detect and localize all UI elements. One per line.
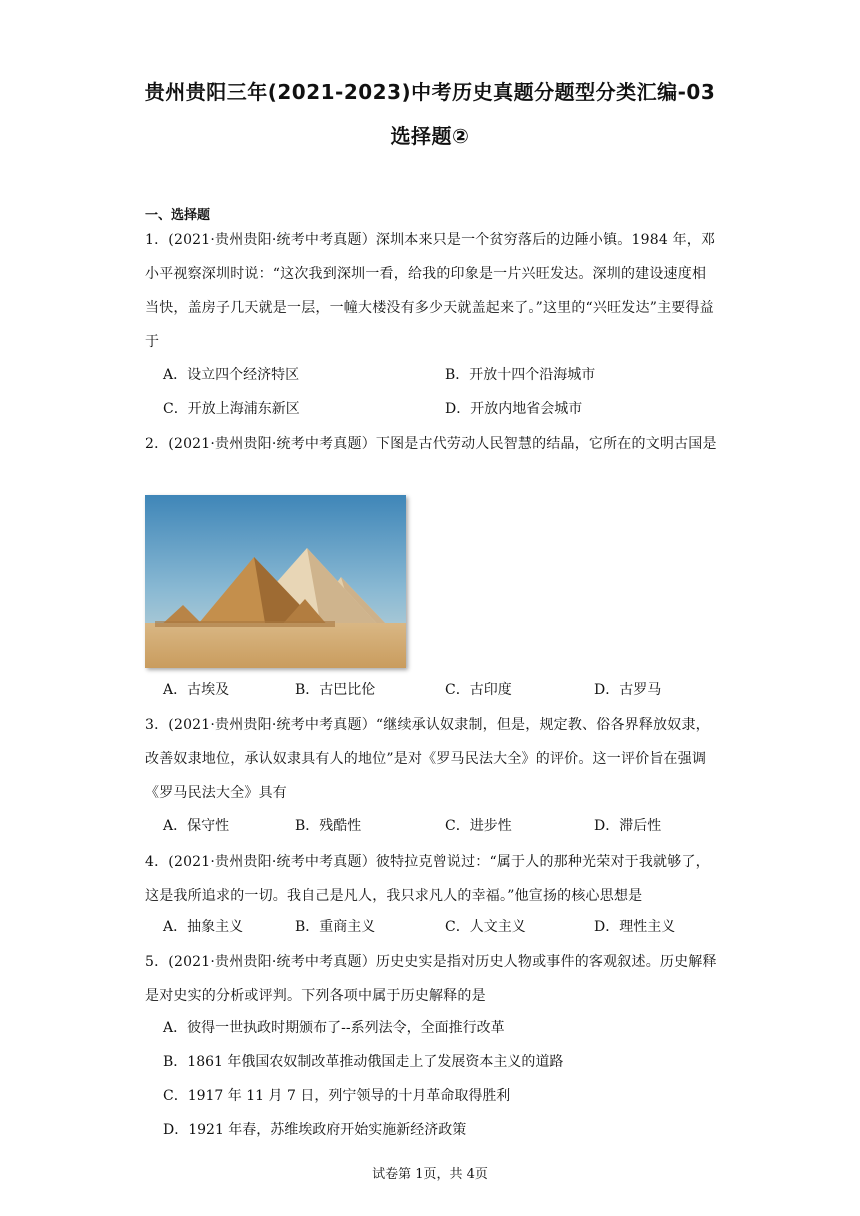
question-1-option-a: A．设立四个经济特区: [163, 367, 300, 383]
question-5-option-c: C．1917 年 11 月 7 日，列宁领导的十月革命取得胜利: [163, 1088, 511, 1104]
question-2-option-c: C．古印度: [445, 682, 512, 698]
question-4-option-d: D．理性主义: [594, 919, 676, 935]
document-title-line1: 贵州贵阳三年(2021-2023)中考历史真题分题型分类汇编-03: [144, 80, 716, 104]
question-4-stem: 4．(2021·贵州贵阳·统考中考真题）彼特拉克曾说过：“属于人的那种光荣对于我就够了，这是我所追求的一切。我自己是凡人，我只求凡人的幸福。”他宣扬的核心思想是: [145, 854, 710, 904]
question-4-option-c: C．人文主义: [445, 919, 526, 935]
page-footer: 试卷第 1页，共 4页: [372, 1167, 488, 1182]
question-5-option-d: D．1921 年春，苏维埃政府开始实施新经济政策: [163, 1122, 467, 1138]
question-1-option-d: D．开放内地省会城市: [445, 401, 583, 417]
question-1-option-b: B．开放十四个沿海城市: [445, 367, 596, 383]
question-4-option-a: A．抽象主义: [163, 919, 244, 935]
question-4-option-b: B．重商主义: [295, 919, 376, 935]
question-2-option-d: D．古罗马: [594, 682, 662, 698]
question-3-option-b: B．残酷性: [295, 818, 362, 834]
question-3-stem: 3．(2021·贵州贵阳·统考中考真题）“继续承认奴隶制，但是，规定教、俗各界释放奴隶，改善奴隶地位，承认奴隶具有人的地位”是对《罗马民法大全》的评价。这一评价旨在强调《罗马民法大全》具有: [145, 717, 710, 801]
question-2-stem: 2．(2021·贵州贵阳·统考中考真题）下图是古代劳动人民智慧的结晶，它所在的文明古国是: [145, 436, 717, 452]
question-5-stem: 5．(2021·贵州贵阳·统考中考真题）历史史实是指对历史人物或事件的客观叙述。历史解释是对史实的分析或评判。下列各项中属于历史解释的是: [145, 954, 717, 1004]
question-1-stem: 1．(2021·贵州贵阳·统考中考真题）深圳本来只是一个贫穷落后的边陲小镇。1984 年，邓小平视察深圳时说：“这次我到深圳一看，给我的印象是一片兴旺发达。深圳的建设速度相当快，盖房子几天就是一层，一幢大楼没有多少天就盖起来了。”这里的“兴旺发达”主要得益于: [145, 232, 716, 350]
question-3-option-a: A．保守性: [163, 818, 230, 834]
question-2-option-b: B．古巴比伦: [295, 682, 376, 698]
question-3-option-d: D．滞后性: [594, 818, 662, 834]
question-5-option-a: A．彼得一世执政时期颁布了--系列法令，全面推行改革: [163, 1020, 505, 1036]
question-2-option-a: A．古埃及: [163, 682, 230, 698]
question-1-option-c: C．开放上海浦东新区: [163, 401, 300, 417]
question-5-option-b: B．1861 年俄国农奴制改革推动俄国走上了发展资本主义的道路: [163, 1054, 564, 1070]
question-3-option-c: C．进步性: [445, 818, 512, 834]
pyramids-image: [145, 495, 406, 668]
section-heading: 一、选择题: [145, 208, 211, 223]
document-title-line2: 选择题②: [390, 124, 470, 148]
